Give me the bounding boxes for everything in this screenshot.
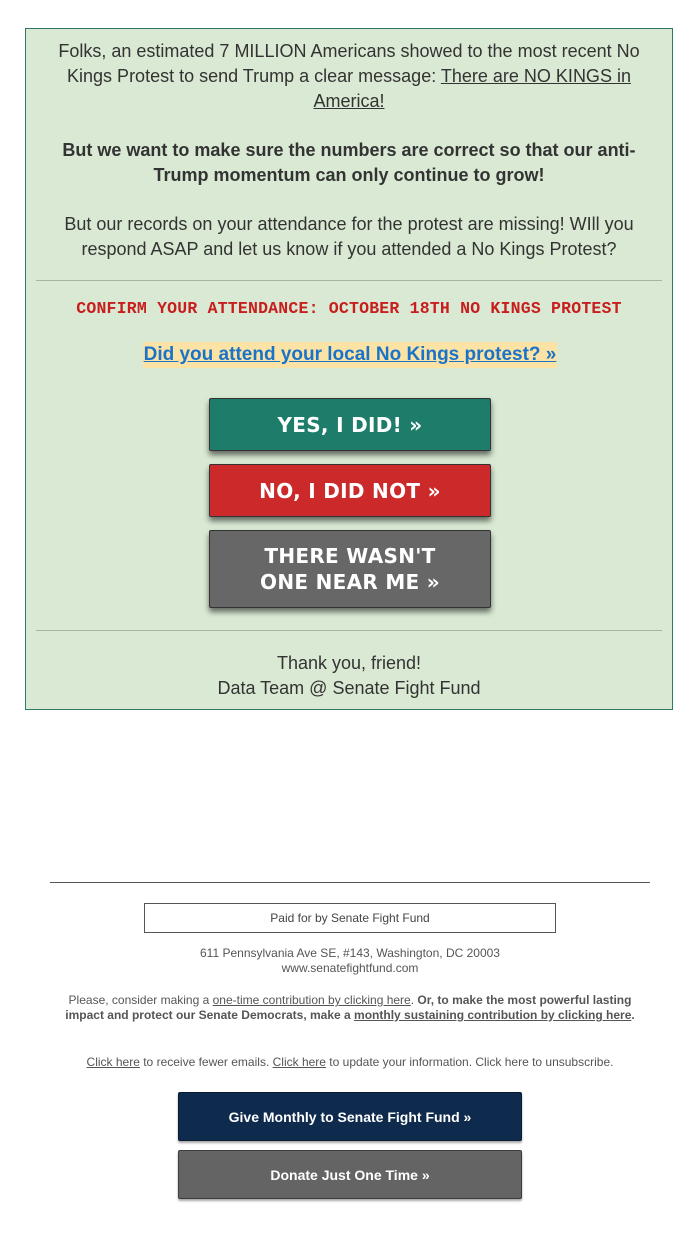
update-info-link[interactable]: Click here — [272, 1055, 326, 1069]
signoff-team: Data Team @ Senate Fight Fund — [217, 678, 481, 698]
footer-address-block — [60, 946, 640, 976]
fewer-emails-text: to receive fewer emails. — [139, 1055, 273, 1069]
donate-one-time-button[interactable]: Donate Just One Time » — [178, 1150, 522, 1199]
records-paragraph: But our records on your attendance for the protest are missing! WIll you respond ASAP and let us know if you attended a No Kings Protest? — [64, 214, 634, 259]
contrib-mid: . — [410, 993, 418, 1007]
no-kings-link[interactable]: There are NO KINGS in America! — [313, 66, 631, 111]
one-time-contribution-link[interactable]: one-time contribution by clicking here — [212, 993, 411, 1007]
fewer-emails-link[interactable]: Click here — [86, 1055, 140, 1069]
yes-button[interactable]: YES, I DID! » — [209, 398, 491, 451]
update-unsubscribe-text: to update your information. Click here to unsubscribe. — [325, 1055, 614, 1069]
signoff-thanks: Thank you, friend! — [276, 653, 422, 673]
divider-top — [36, 280, 662, 281]
contrib-prefix: Please, consider making a — [68, 993, 213, 1007]
momentum-paragraph: But we want to make sure the numbers are correct so that our anti-Trump momentum can only continue to grow! — [62, 140, 636, 185]
confirm-heading: CONFIRM YOUR ATTENDANCE: OCTOBER 18TH NO KINGS PROTEST — [76, 299, 622, 318]
survey-card — [25, 28, 673, 710]
contrib-end: . — [631, 1008, 635, 1022]
footer-contribution-text — [60, 993, 640, 1023]
footer-email-links — [40, 1055, 660, 1070]
footer-website: www.senatefightfund.com — [281, 961, 419, 975]
signoff — [36, 651, 662, 701]
footer-address: 611 Pennsylvania Ave SE, #143, Washington, DC 20003 — [200, 946, 500, 960]
question-row — [26, 342, 674, 368]
monthly-contribution-link[interactable]: monthly sustaining contribution by clicking here — [354, 1008, 632, 1022]
footer-divider — [50, 882, 650, 883]
none-near-me-button[interactable]: THERE WASN'T ONE NEAR ME » — [209, 530, 491, 608]
paid-for-disclaimer: Paid for by Senate Fight Fund — [144, 903, 556, 933]
contrib-bold-phrase: Or, to make the most powerful lasting impact and protect our Senate Democrats, make a — [65, 993, 632, 1022]
divider-bottom — [36, 630, 662, 631]
give-monthly-button[interactable]: Give Monthly to Senate Fight Fund » — [178, 1092, 522, 1141]
no-button[interactable]: NO, I DID NOT » — [209, 464, 491, 517]
intro-paragraph — [46, 39, 652, 114]
intro-text: Folks, an estimated 7 MILLION Americans showed to the most recent No Kings Protest to send Trump a clear message: — [58, 41, 640, 86]
attend-question-link[interactable]: Did you attend your local No Kings protest? » — [143, 342, 558, 368]
